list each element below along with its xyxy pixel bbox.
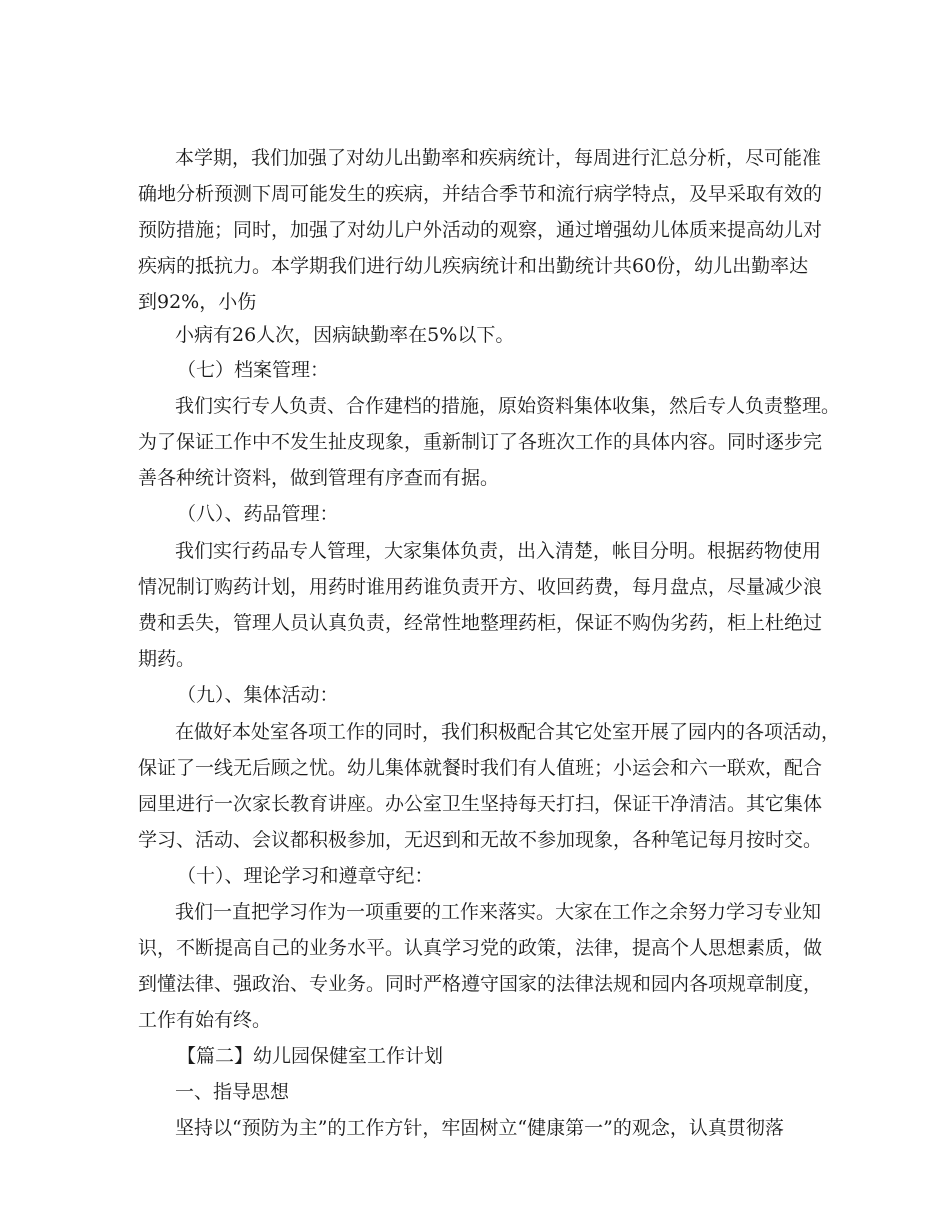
text-line: 到懂法律、强政治、专业务。同时严格遵守国家的法律法规和园内各项规章制度， <box>138 973 823 995</box>
text-line: 确地分析预测下周可能发生的疾病，并结合季节和流行病学特点，及早采取有效的 <box>138 183 823 205</box>
text-line: 工作有始有终。 <box>138 1009 272 1031</box>
text-line: 我们实行专人负责、合作建档的措施，原始资料集体收集，然后专人负责整理。 <box>175 395 841 417</box>
text-line: 情况制订购药计划，用药时谁用药谁负责开方、收回药费，每月盘点，尽量减少浪 <box>138 576 823 598</box>
text-line: 本学期，我们加强了对幼儿出勤率和疾病统计，每周进行汇总分析，尽可能准 <box>175 147 822 169</box>
section-heading: （七）档案管理： <box>177 359 330 381</box>
text-line: 期药。 <box>138 648 196 670</box>
section-heading: （八）、药品管理： <box>177 503 339 525</box>
text-line: 我们一直把学习作为一项重要的工作来落实。大家在工作之余努力学习专业知 <box>175 901 822 923</box>
text-line: 到92%，小伤 <box>138 291 257 313</box>
section-heading: （九）、集体活动： <box>177 684 339 706</box>
text-line: 我们实行药品专人管理，大家集体负责，出入清楚，帐目分明。根据药物使用 <box>175 540 822 562</box>
section-heading: （十）、理论学习和遵章守纪： <box>177 865 434 887</box>
text-line: 小病有26人次，因病缺勤率在5%以下。 <box>175 324 515 346</box>
text-line: 学习、活动、会议都积极参加，无迟到和无故不参加现象，各种笔记每月按时交。 <box>138 829 823 851</box>
text-line: 园里进行一次家长教育讲座。办公室卫生坚持每天打扫，保证干净清洁。其它集体 <box>138 793 823 815</box>
text-line: 费和丢失，管理人员认真负责，经常性地整理药柜，保证不购伪劣药，柜上杜绝过 <box>138 612 823 634</box>
text-line: 疾病的抵抗力。本学期我们进行幼儿疾病统计和出勤统计共60份，幼儿出勤率达 <box>138 255 809 277</box>
text-line: 识，不断提高自己的业务水平。认真学习党的政策，法律，提高个人思想素质，做 <box>138 937 823 959</box>
text-line: 坚持以“预防为主”的工作方针，牢固树立“健康第一”的观念，认真贯彻落 <box>175 1117 784 1139</box>
section-title: 一、指导思想 <box>175 1081 290 1103</box>
text-line: 为了保证工作中不发生扯皮现象，重新制订了各班次工作的具体内容。同时逐步完 <box>138 431 823 453</box>
text-line: 善各种统计资料，做到管理有序查而有据。 <box>138 467 500 489</box>
part-title: 【篇二】幼儿园保健室工作计划 <box>177 1045 444 1067</box>
text-line: 在做好本处室各项工作的同时，我们积极配合其它处室开展了园内的各项活动， <box>175 721 841 743</box>
text-line: 保证了一线无后顾之忧。幼儿集体就餐时我们有人值班；小运会和六一联欢，配合 <box>138 757 823 779</box>
text-line: 预防措施；同时，加强了对幼儿户外活动的观察，通过增强幼儿体质来提高幼儿对 <box>138 219 823 241</box>
